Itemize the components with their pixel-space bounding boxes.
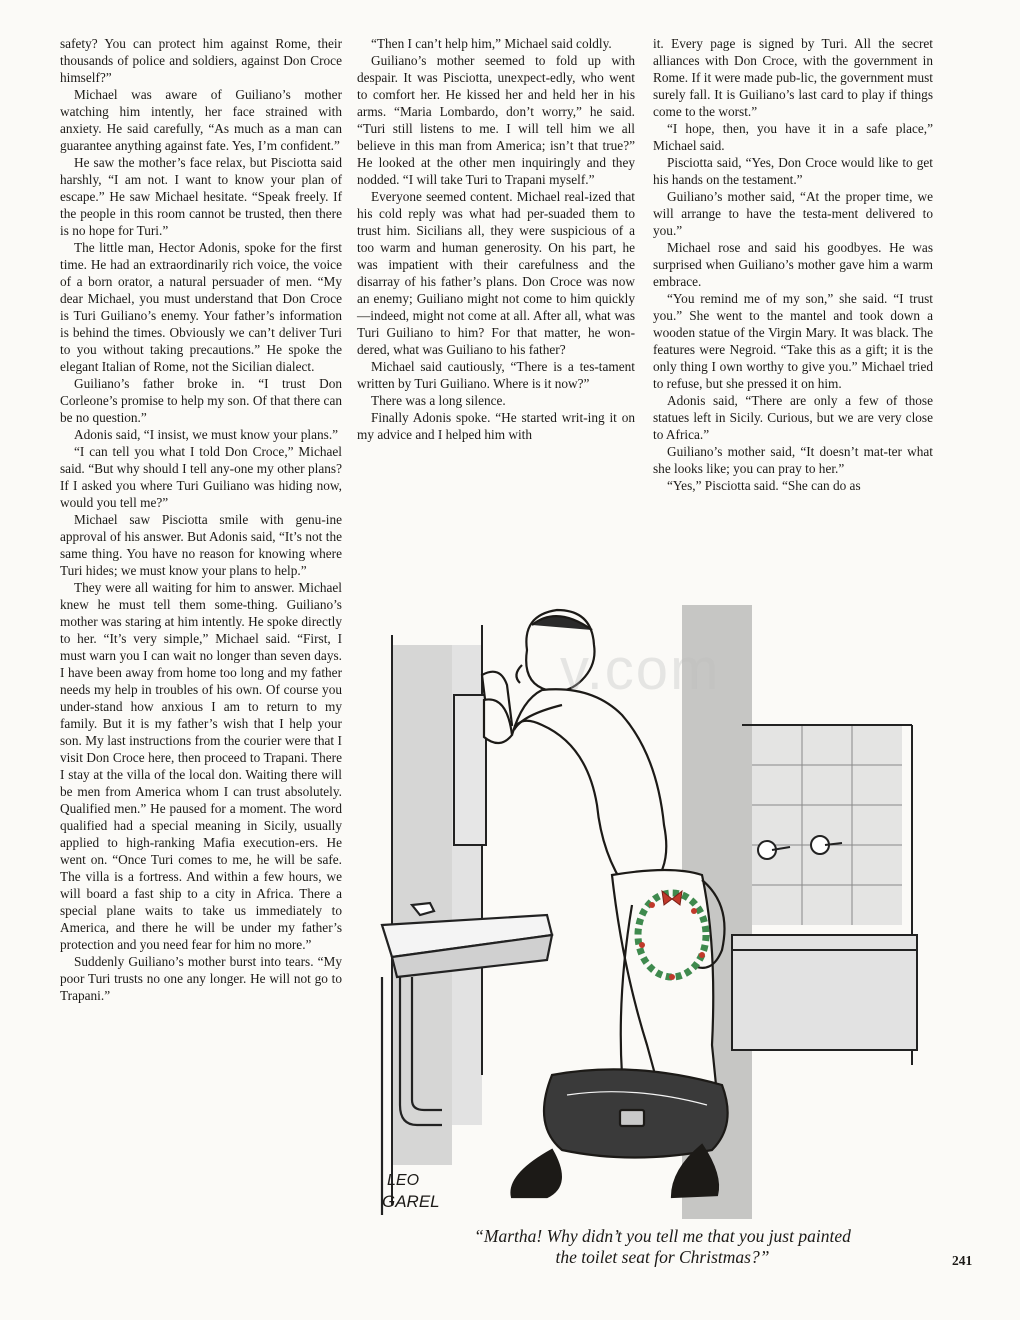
- paragraph: “I hope, then, you have it in a safe place,” Michael said.: [653, 121, 933, 153]
- paragraph: “Yes,” Pisciotta said. “She can do as: [667, 478, 861, 493]
- text-column-3: [653, 35, 933, 494]
- paragraph: safety? You can protect him against Rome, their thousands of police and soldiers, against Don Croce himself?”: [60, 36, 342, 85]
- caption-line-1: “Martha! Why didn’t you tell me that you just painted: [474, 1226, 851, 1246]
- paragraph: Pisciotta said, “Yes, Don Croce would like to get his hands on the testament.”: [653, 155, 933, 187]
- text-column-1: [60, 35, 342, 1004]
- paragraph: The little man, Hector Adonis, spoke for the first time. He had an extraordinarily rich voice, the voice of a born orator, a natural persuader of men. “My dear Michael, you must understand that Don Croce is Turi Guiliano’s enemy. Your father’s information is behind the times. Obviously we can’t deliver Turi to you without taking precautions.” He spoke the elegant Italian of Rome, not the Sicilian dialect.: [60, 240, 342, 374]
- paragraph: Guiliano’s father broke in. “I trust Don Corleone’s promise to help my son. Of that there can be no question.”: [60, 376, 342, 425]
- mirror-cabinet: [454, 695, 486, 845]
- paragraph: Guiliano’s mother said, “At the proper time, we will arrange to have the testa-ment delivered to you.”: [653, 189, 933, 238]
- paragraph: Suddenly Guiliano’s mother burst into tears. “My poor Turi trusts no one any longer. He will not go to Trapani.”: [60, 954, 342, 1003]
- paragraph: Guiliano’s mother seemed to fold up with despair. It was Pisciotta, unexpect-edly, who went to comfort her. He kissed her and held her in his arms. “Maria Lombardo, don’t worry,” he said. “Turi still listens to me. I will tell him we all believe in this man from America; isn’t that true?” He looked at the other men inquiringly and they nodded. “I will take Turi to Trapani myself.”: [357, 53, 635, 187]
- text-column-2: [357, 35, 635, 443]
- paragraph: Michael was aware of Guiliano’s mother watching him intently, her face strained with anxiety. He said carefully, “As much as a man can guarantee anything against fate. Yes, I’m confident.”: [60, 87, 342, 153]
- cartoon-caption: [400, 1226, 925, 1268]
- paragraph: it. Every page is signed by Turi. All the secret alliances with Don Croce, with the government in Rome. If it were made pub-lic, the government must surely fall. It is Guiliano’s last card to play if things come to the worst.”: [653, 36, 933, 119]
- caption-line-2: the toilet seat for Christmas?”: [555, 1247, 770, 1267]
- paragraph: Guiliano’s mother said, “It doesn’t mat-ter what she looks like; you can pray to her.”: [653, 444, 933, 476]
- watermark: v.com: [560, 637, 721, 702]
- paragraph: Adonis said, “There are only a few of those statues left in Sicily. Curious, but we are very close to Africa.”: [653, 393, 933, 442]
- signature-line-2: GAREL: [382, 1192, 440, 1211]
- cartoon-illustration: [372, 605, 938, 1219]
- paragraph: There was a long silence.: [371, 393, 506, 408]
- paragraph: They were all waiting for him to answer. Michael knew he must tell them some-thing. Guiliano’s mother was staring at him intently. He spoke directly to her. “It’s very simple,” Michael said. “First, I must warn you I can wait no longer than seven days. I have been away from home too long and my father needs my help in troubles of his own. Of course you under-stand how anxious I am to return to my family. But it is my father’s wish that I help your son. My last instructions from the courier were that I visit Don Croce here, then proceed to Trapani. There I stay at the villa of the local don. Waiting there will be men from America whom I can trust absolutely. Qualified men.” He paused for a moment. The word qualified had a special meaning in Sicily, usually applied to high-ranking Mafia execution-ers. He went on. “Once Turi comes to me, he will be safe. The villa is a fortress. And within a few hours, we will board a fast ship to a city in Africa. There a special plane waits to take us immediately to America, and there he will be under my father’s protection and you need fear for him no more.”: [60, 580, 342, 952]
- signature-line-1: LEO: [387, 1172, 420, 1189]
- paragraph: “I can tell you what I told Don Croce,” Michael said. “But why should I tell any-one my other plans? If I asked you where Turi Guiliano was hiding now, would you tell me?”: [60, 444, 342, 510]
- paragraph: “You remind me of my son,” she said. “I trust you.” She went to the mantel and took down a wooden statue of the Virgin Mary. It was black. The features were Negroid. “Take this as a gift; it is the only thing I own worthy to give you.” Michael tried to refuse, but she pressed it on him.: [653, 291, 933, 391]
- bathtub: [732, 935, 917, 1050]
- paragraph: Finally Adonis spoke. “He started writ-ing it on my advice and I helped him with: [357, 410, 635, 442]
- paragraph: “Then I can’t help him,” Michael said coldly.: [371, 36, 612, 51]
- paragraph: He saw the mother’s face relax, but Pisciotta said harshly, “I am not. I want to know your plan of escape.” He saw Michael hesitate. “Speak freely. If the people in this room cannot be trusted, then there is no hope for Turi.”: [60, 155, 342, 238]
- paragraph: Adonis said, “I insist, we must know your plans.”: [74, 427, 339, 442]
- tile-wall: [752, 725, 902, 925]
- paragraph: Michael saw Pisciotta smile with genu-ine approval of his answer. But Adonis said, “It’s not the same thing. You have no reason for knowing where Turi hides; we must know your plans to help.”: [60, 512, 342, 578]
- paragraph: Michael rose and said his goodbyes. He was surprised when Guiliano’s mother gave him a warm embrace.: [653, 240, 933, 289]
- paragraph: Everyone seemed content. Michael real-ized that his cold reply was what had per-suaded them to trust him. Sicilians all, they were suspicious of a too warm and human generosity. On his part, he was impatient with their carefulness and the disarray of his father’s plans. Don Croce was now an enemy; Guiliano might not come to him quickly—indeed, might not come at all. After all, what was Turi Guiliano to him? For that matter, he won-dered, what was Guiliano to his father?: [357, 189, 635, 357]
- page-number: 241: [952, 1253, 973, 1268]
- paragraph: Michael said cautiously, “There is a tes-tament written by Turi Guiliano. Where is it now?”: [357, 359, 635, 391]
